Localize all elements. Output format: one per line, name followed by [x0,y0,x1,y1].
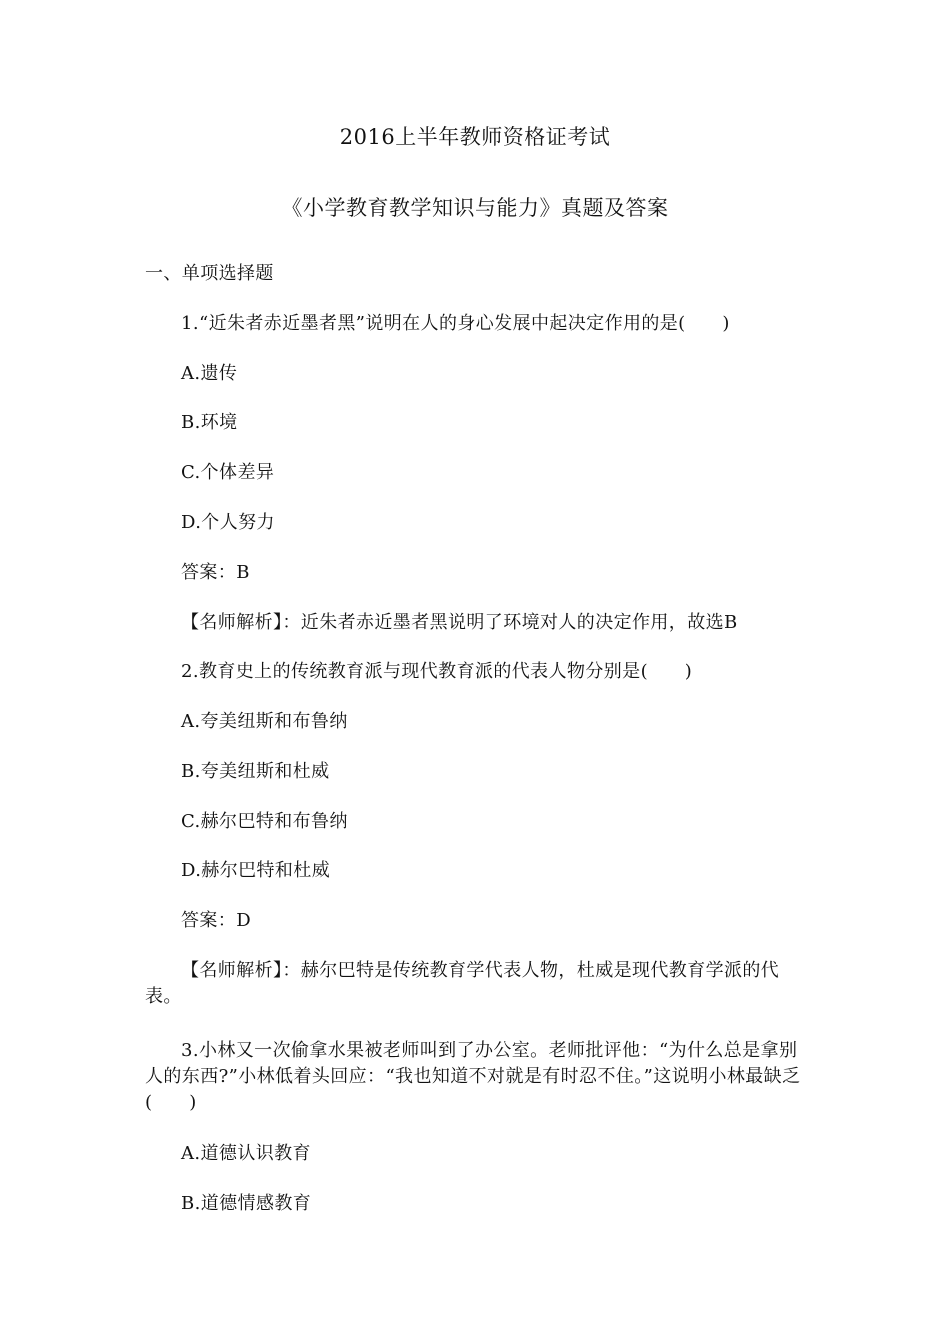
question-3-option-b: B.道德情感教育 [181,1193,312,1214]
question-1-option-d: D.个人努力 [181,512,275,533]
question-1-answer: 答案：B [181,562,250,583]
question-2-option-d: D.赫尔巴特和杜威 [181,860,331,881]
document-title: 2016上半年教师资格证考试 [339,125,611,149]
question-2-option-a: A.夸美纽斯和布鲁纳 [181,711,348,732]
question-2-analysis: 【名师解析】：赫尔巴特是传统教育学代表人物，杜威是现代教育学派的代表。 [145,960,780,1007]
section-heading: 一、单项选择题 [145,263,274,284]
question-3-stem: 3.小林又一次偷拿水果被老师叫到了办公室。老师批评他：“为什么总是拿别人的东西?”小林低着头回应：“我也知道不对就是有时忍不住。”这说明小林最缺乏( ) [145,1040,801,1113]
question-2-answer: 答案：D [181,910,252,931]
question-1-option-c: C.个体差异 [181,462,275,483]
question-3-option-a: A.道德认识教育 [181,1143,311,1164]
question-1-stem: 1.“近朱者赤近墨者黑”说明在人的身心发展中起决定作用的是( ) [181,313,730,334]
question-2-option-c: C.赫尔巴特和布鲁纳 [181,811,348,832]
question-1-option-a: A.遗传 [181,363,238,384]
document-subtitle: 《小学教育教学知识与能力》真题及答案 [281,196,669,220]
question-2-stem: 2.教育史上的传统教育派与现代教育派的代表人物分别是( ) [181,661,693,682]
question-2-option-b: B.夸美纽斯和杜威 [181,761,330,782]
question-1-analysis: 【名师解析】：近朱者赤近墨者黑说明了环境对人的决定作用，故选B [181,612,738,633]
question-1-option-b: B.环境 [181,412,238,433]
